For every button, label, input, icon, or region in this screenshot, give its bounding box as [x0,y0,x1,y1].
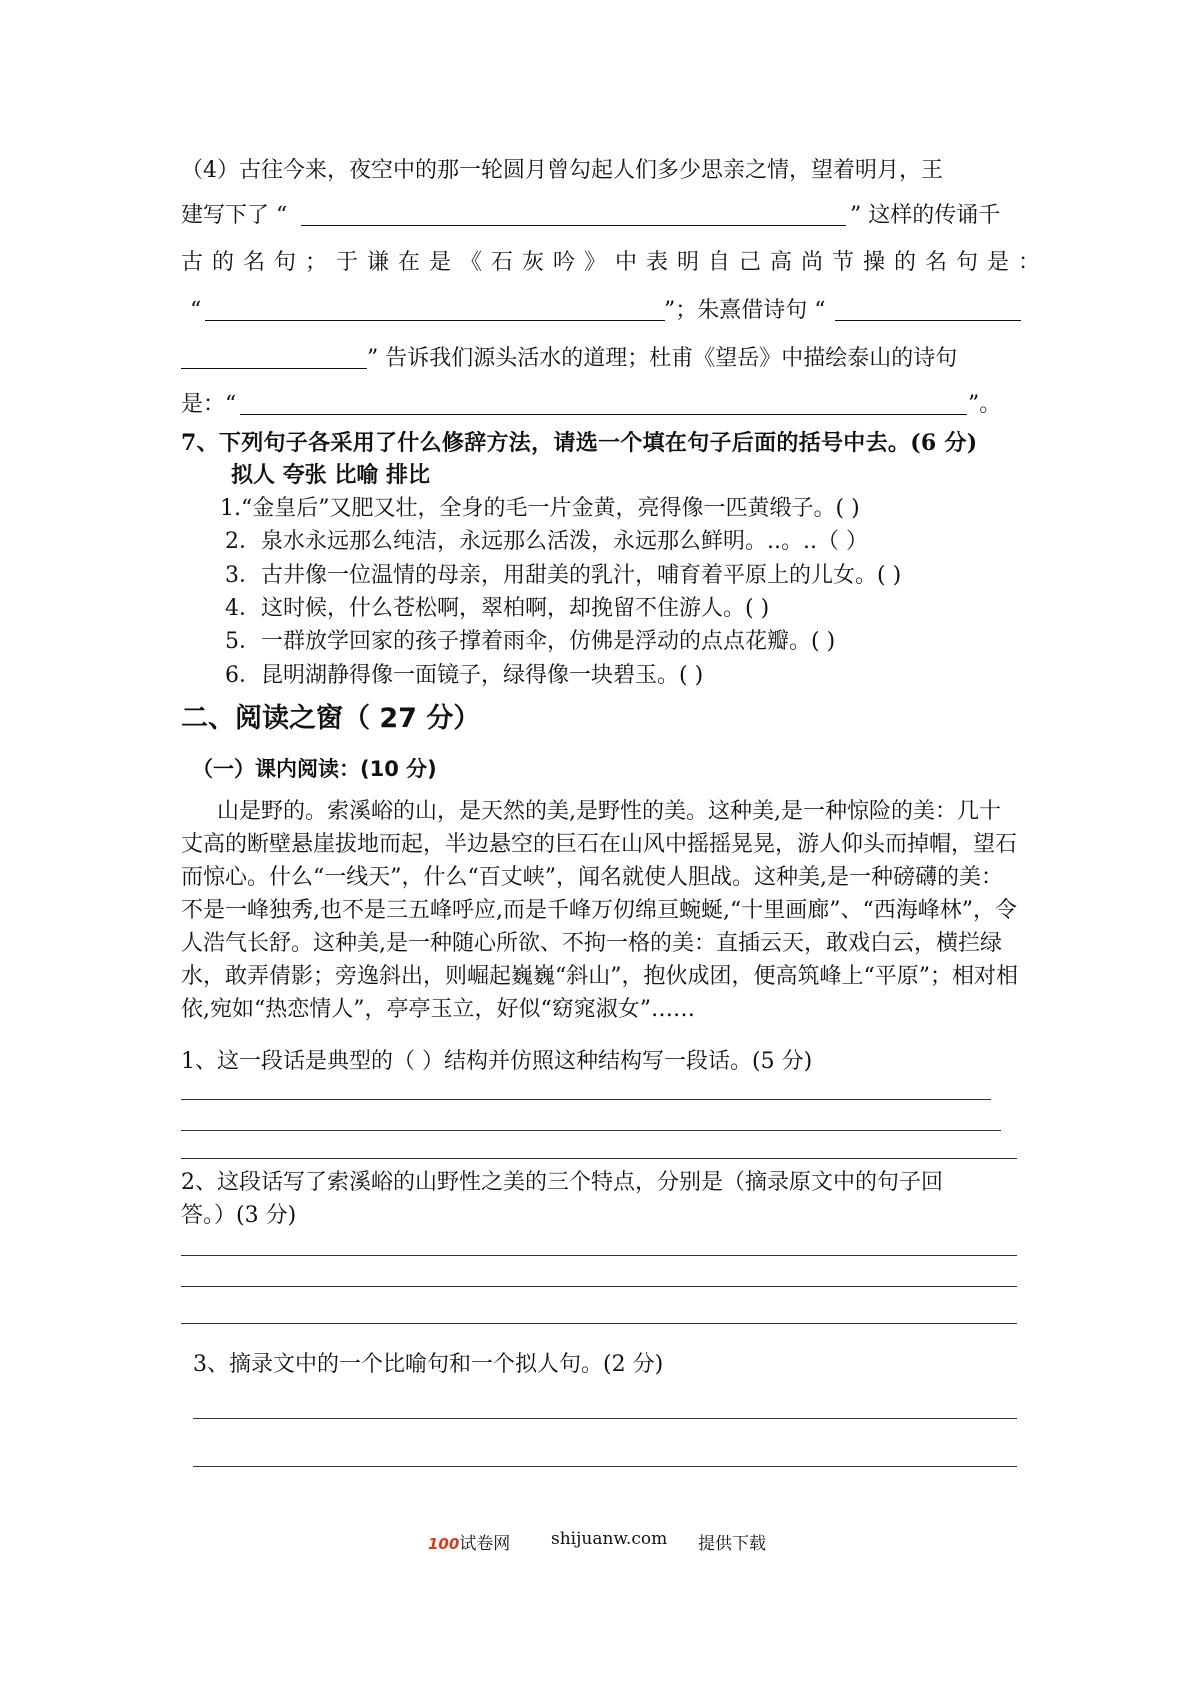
reading-question-3: 3、摘录文中的一个比喻句和一个拟人句。(2 分) [193,1352,664,1377]
q4-line-2-prefix: 建写下了 “ [181,203,288,228]
answer-line[interactable] [181,1286,1017,1287]
answer-line[interactable] [181,1158,1017,1159]
q4-line-3: 古的名句；于谦在是《石灰吟》中表明自己高尚节操的名句是： [181,250,1050,275]
reading-question-2-line-2: 答。）(3 分) [181,1203,297,1228]
reading-question-2-line-1: 2、这段话写了索溪峪的山野性之美的三个特点，分别是（摘录原文中的句子回 [181,1170,943,1195]
q4-blank-4[interactable] [240,414,967,415]
footer-site-name: 试卷网 [459,1534,511,1554]
q4-blank-2[interactable] [205,320,665,321]
answer-line[interactable] [181,1130,1001,1131]
answer-line[interactable] [193,1418,1017,1419]
q4-blank-1[interactable] [301,225,846,226]
q4-blank-3a[interactable] [835,320,1021,321]
footer [428,1529,510,1554]
footer-note: 提供下载 [698,1534,766,1554]
q4-line-6-prefix: 是：“ [181,392,237,417]
reading-passage: 山是野的。索溪峪的山，是天然的美,是野性的美。这种美,是一种惊险的美：几十丈高的断壁悬崖拔地而起，半边悬空的巨石在山风中摇摇晃晃，游人仰头而掉帽，望石而惊心。什么“一线天”，什么“百丈峡”，闻名就使人胆战。这种美,是一种磅礴的美：不是一峰独秀,也不是三五峰呼应,而是千峰万仞绵亘蜿蜒,“十里画廊”、“西海峰林”，令人浩气长舒。这种美,是一种随心所欲、不拘一格的美：直插云天，敢戏白云，横拦绿水，敢弄倩影；旁逸斜出，则崛起巍巍“斜山”，抱伙成团，便高筑峰上“平原”；相对相依,宛如“热恋情人”，亭亭玉立，好似“窈窕淑女”…… [181,799,1018,1022]
q7-options: 拟人 夸张 比喻 排比 [231,463,430,488]
q4-line-1: （4）古往今来，夜空中的那一轮圆月曾勾起人们多少思亲之情，望着明月，王 [181,158,943,183]
q7-item-2: 2．泉水永远那么纯洁，永远那么活泼，永远那么鲜明。..。..（ ） [225,529,868,554]
reading-question-1: 1、这一段话是典型的（ ）结构并仿照这种结构写一段话。(5 分) [181,1049,813,1074]
q4-blank-3b[interactable] [181,368,367,369]
answer-line[interactable] [181,1255,1017,1256]
answer-line[interactable] [181,1323,1017,1324]
q7-item-3: 3．古井像一位温情的母亲，用甜美的乳汁，哺育着平原上的儿女。( ) [225,563,902,588]
answer-line[interactable] [193,1466,1017,1467]
q4-line-2-suffix: ” 这样的传诵千 [850,203,1001,228]
q4-line-5: ” 告诉我们源头活水的道理；杜甫《望岳》中描绘泰山的诗句 [367,346,958,371]
q7-item-1: 1.“金皇后”又肥又壮，全身的毛一片金黄，亮得像一匹黄缎子。( ) [220,496,860,521]
answer-line[interactable] [181,1099,991,1100]
section-2-subtitle: （一）课内阅读：(10 分) [192,757,437,781]
q4-line-6-suffix: ”。 [968,392,1002,417]
q7-item-4: 4．这时候，什么苍松啊，翠柏啊，却挽留不住游人。( ) [225,596,770,621]
footer-domain[interactable]: shijuanw.com [551,1529,668,1549]
section-2-title: 二、阅读之窗（ 27 分） [181,703,481,734]
q7-title: 7、下列句子各采用了什么修辞方法，请选一个填在句子后面的括号中去。(6 分) [181,430,978,456]
q7-item-6: 6．昆明湖静得像一面镜子，绿得像一块碧玉。( ) [225,663,704,688]
q7-item-5: 5．一群放学回家的孩子撑着雨伞，仿佛是浮动的点点花瓣。( ) [225,629,836,654]
q4-line-4-prefix: “ [190,298,202,323]
q4-line-4-suffix: ”；朱熹借诗句 “ [664,298,826,323]
site-logo: 100 [428,1535,460,1553]
